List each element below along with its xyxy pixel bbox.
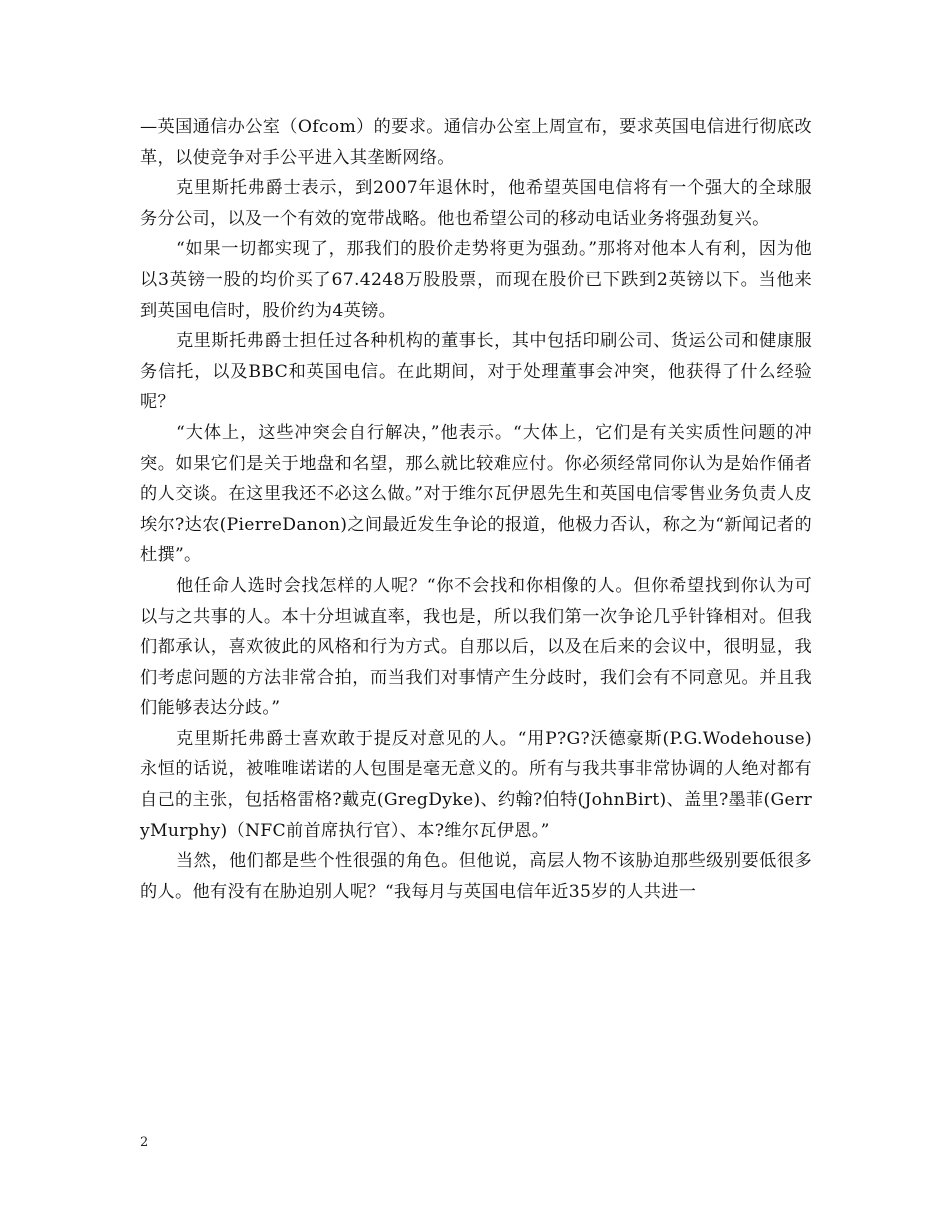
paragraph-7: 克里斯托弗爵士喜欢敢于提反对意见的人。“用P?G?沃德豪斯(P.G.Wodehouse)永恒的话说，被唯唯诺诺的人包围是毫无意义的。所有与我共事非常协调的人绝对都有自己的主张，包括格雷格?戴克(GregDyke)、约翰?伯特(JohnBirt)、盖里?墨菲(GerryMurphy)（NFC前首席执行官）、本?维尔瓦伊恩。”	[140, 728, 812, 841]
paragraph-1: —英国通信办公室（Ofcom）的要求。通信办公室上周宣布，要求英国电信进行彻底改革，以使竞争对手公平进入其垄断网络。	[140, 117, 812, 168]
paragraph-5: “大体上，这些冲突会自行解决，”他表示。“大体上，它们是有关实质性问题的冲突。如果它们是关于地盘和名望，那么就比较难应付。你必须经常同你认为是始作俑者的人交谈。在这里我还不必这么做。”对于维尔瓦伊恩先生和英国电信零售业务负责人皮埃尔?达农(PierreDanon)之间最近发生争论的报道，他极力否认，称之为“新闻记者的杜撰”。	[140, 422, 812, 566]
paragraph-4: 克里斯托弗爵士担任过各种机构的董事长，其中包括印刷公司、货运公司和健康服务信托，以及BBC和英国电信。在此期间，对于处理董事会冲突，他获得了什么经验呢？	[140, 331, 812, 413]
page-number: 2	[140, 1135, 149, 1150]
paragraph-6: 他任命人选时会找怎样的人呢？“你不会找和你相像的人。但你希望找到你认为可以与之共事的人。本十分坦诚直率，我也是，所以我们第一次争论几乎针锋相对。但我们都承认，喜欢彼此的风格和行为方式。自那以后，以及在后来的会议中，很明显，我们考虑问题的方法非常合拍，而当我们对事情产生分歧时，我们会有不同意见。并且我们能够表达分歧。”	[140, 575, 812, 719]
document-body	[140, 112, 812, 907]
paragraph-3: “如果一切都实现了，那我们的股价走势将更为强劲。”那将对他本人有利，因为他以3英镑一股的均价买了67.4248万股股票，而现在股价已下跌到2英镑以下。当他来到英国电信时，股价约为4英镑。	[140, 239, 812, 321]
paragraph-2: 克里斯托弗爵士表示，到2007年退休时，他希望英国电信将有一个强大的全球服务分公司，以及一个有效的宽带战略。他也希望公司的移动电话业务将强劲复兴。	[140, 178, 812, 229]
paragraph-8: 当然，他们都是些个性很强的角色。但他说，高层人物不该胁迫那些级别要低很多的人。他有没有在胁迫别人呢？“我每月与英国电信年近35岁的人共进一	[140, 851, 812, 902]
